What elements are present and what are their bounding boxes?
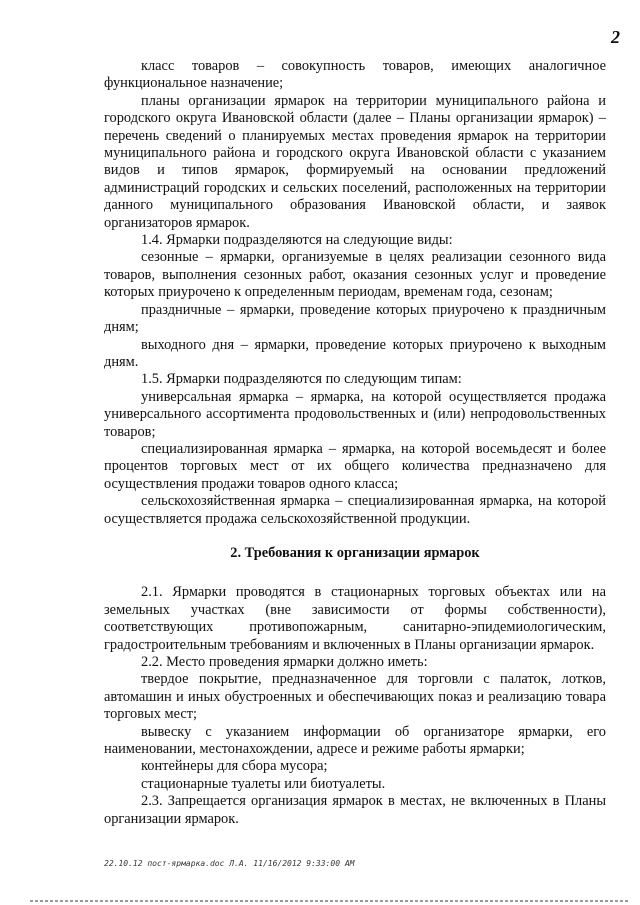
paragraph: класс товаров – совокупность товаров, имеющих аналогичное функциональное назначение; [104,58,606,92]
paragraph: вывеску с указанием информации об организаторе ярмарки, его наименовании, местонахождении, адресе и режиме работы ярмарки; [104,723,606,758]
paragraph: 1.4. Ярмарки подразделяются на следующие виды: [141,232,453,249]
document-body [104,58,606,828]
page-number: 2 [611,27,620,47]
section-heading: 2. Требования к организации ярмарок [230,544,480,561]
paragraph: 2.1. Ярмарки проводятся в стационарных торговых объектах или на земельных участках (вне зависимости от формы собственности), соответствующих противопожарным, санитарно-эпидемиологическим, градостроительным требованиям и включенных в Планы организации ярмарок. [104,584,606,653]
paragraph: контейнеры для сбора мусора; [141,758,328,775]
paragraph: специализированная ярмарка – ярмарка, на которой восемьдесят и более процентов торговых мест от их общего количества предназначено для осуществления продажи товаров одного класса; [104,440,606,492]
paragraph: сельскохозяйственная ярмарка – специализированная ярмарка, на которой осуществляется продажа сельскохозяйственной продукции. [104,493,606,527]
paragraph: праздничные – ярмарки, проведение которых приурочено к праздничным дням; [104,301,606,336]
paragraph: стационарные туалеты или биотуалеты. [141,775,386,792]
paragraph: 2.2. Место проведения ярмарки должно иметь: [141,654,428,670]
scan-edge-divider [30,900,630,902]
document-footer: 22.10.12 пост-ярмарка.doc Л.А. 11/16/2012 9:33:00 AM [104,859,355,868]
paragraph: 2.3. Запрещается организация ярмарок в местах, не включенных в Планы организации ярмарок. [104,793,606,827]
paragraph: универсальная ярмарка – ярмарка, на которой осуществляется продажа универсального ассортимента продовольственных и (или) непродовольственных товаров; [104,388,606,440]
paragraph: твердое покрытие, предназначенное для торговли с палаток, лотков, автомашин и иных обустроенных и обеспечивающих показ и реализацию товара торговых мест; [104,671,606,723]
paragraph: 1.5. Ярмарки подразделяются по следующим типам: [141,371,462,388]
paragraph: выходного дня – ярмарки, проведение которых приурочено к выходным дням. [104,336,606,370]
paragraph: планы организации ярмарок на территории муниципального района и городского округа Ивановской области (далее – Планы организации ярмарок) – перечень сведений о планируемых местах проведения ярмарок на территории муниципального района и городского округа Ивановской области с указанием видов и типов ярмарок, формируемый на основании предложений администраций городских и сельских поселений, расположенных на территории данного муниципального образования Ивановской области, и заявок организаторов ярмарок. [104,92,606,231]
paragraph: сезонные – ярмарки, организуемые в целях реализации сезонного вида товаров, выполнения сезонных работ, оказания сезонных услуг и проведение которых приурочено к определенным периодам, временам года, сезонам; [104,249,606,301]
